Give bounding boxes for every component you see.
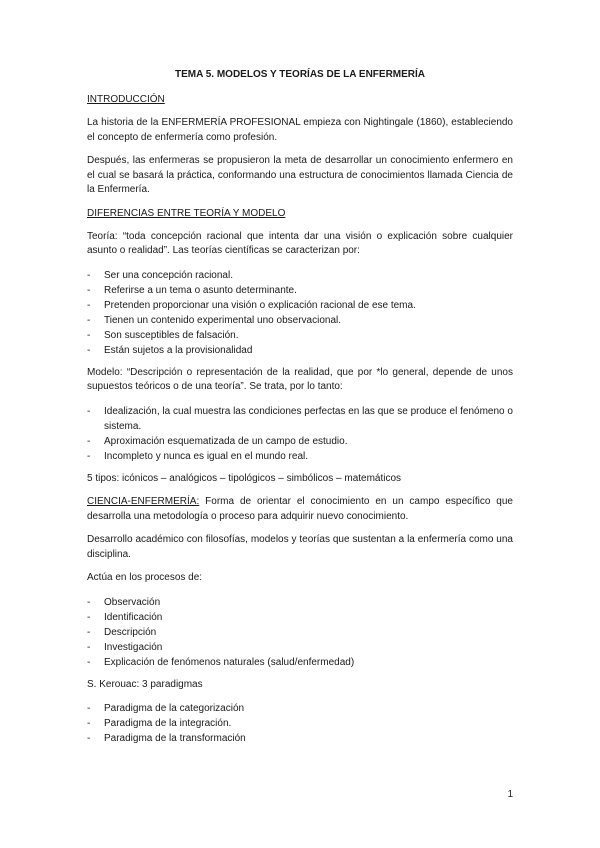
list-item: - Idealización, la cual muestra las condiciones perfectas en las que se produce el fenómeno o sistema. (87, 404, 513, 434)
list-item: - Tienen un contenido experimental uno observacional. (87, 313, 513, 328)
list-item: - Aproximación esquematizada de un campo de estudio. (87, 434, 513, 449)
document-title: TEMA 5. MODELOS Y TEORÍAS DE LA ENFERMERÍA (174, 69, 426, 80)
list-item: - Paradigma de la categorización (87, 701, 513, 716)
list-item: - Pretenden proporcionar una visión o explicación racional de ese tema. (87, 298, 513, 313)
intro-paragraph-1: La historia de la ENFERMERÍA PROFESIONAL empieza con Nightingale (1860), estableciendo el concepto de enfermería como profesión. (87, 117, 513, 143)
teoria-definition: Teoría: “toda concepción racional que intenta dar una visión o explicación sobre cualquier asunto o realidad”. Las teorías científicas se caracterizan por: (87, 230, 513, 256)
list-item: - Explicación de fenómenos naturales (salud/enfermedad) (87, 655, 513, 670)
modelo-list (87, 404, 513, 464)
list-item: - Identificación (87, 610, 513, 625)
page-number: 1 (507, 789, 513, 800)
list-item: - Descripción (87, 625, 513, 640)
desarrollo-paragraph: Desarrollo académico con filosofías, modelos y teorías que sustentan a la enfermería como una disciplina. (87, 534, 513, 560)
paradigmas-list (87, 701, 513, 746)
intro-paragraph-2: Después, las enfermeras se propusieron la meta de desarrollar un conocimiento enfermero en el cual se basará la práctica, conformando una estructura de conocimientos llamada Ciencia de la Enfermería. (87, 155, 513, 195)
list-item: - Paradigma de la transformación (87, 731, 513, 746)
list-item: - Investigación (87, 640, 513, 655)
list-item: - Están sujetos a la provisionalidad (87, 343, 513, 358)
tipos-line: 5 tipos: icónicos – analógicos – tipológicos – simbólicos – matemáticos (87, 472, 402, 484)
list-item: - Paradigma de la integración. (87, 716, 513, 731)
ciencia-enfermeria-text: Forma de orientar el conocimiento en un campo específico que desarrolla una metodología o proceso para adquirir nuevo conocimiento. (87, 496, 513, 522)
heading-introduccion: INTRODUCCIÓN (87, 94, 165, 105)
ciencia-enfermeria-paragraph (87, 495, 513, 524)
modelo-definition: Modelo: “Descripción o representación de la realidad, que por *lo general, depende de unos supuestos teóricos o de una teoría”. Se trata, por lo tanto: (87, 366, 513, 392)
ciencia-enfermeria-term: CIENCIA-ENFERMERÍA: (87, 496, 200, 507)
procesos-intro: Actúa en los procesos de: (87, 572, 203, 583)
list-item: - Ser una concepción racional. (87, 268, 513, 283)
list-item: - Son susceptibles de falsación. (87, 328, 513, 343)
heading-diferencias: DIFERENCIAS ENTRE TEORÍA Y MODELO (87, 207, 286, 219)
kerouac-line: S. Kerouac: 3 paradigmas (87, 678, 203, 690)
list-item: - Referirse a un tema o asunto determinante. (87, 283, 513, 298)
list-item: - Observación (87, 595, 513, 610)
list-item: - Incompleto y nunca es igual en el mundo real. (87, 449, 513, 464)
procesos-list (87, 595, 513, 670)
document-page (87, 68, 513, 754)
teoria-list (87, 268, 513, 358)
